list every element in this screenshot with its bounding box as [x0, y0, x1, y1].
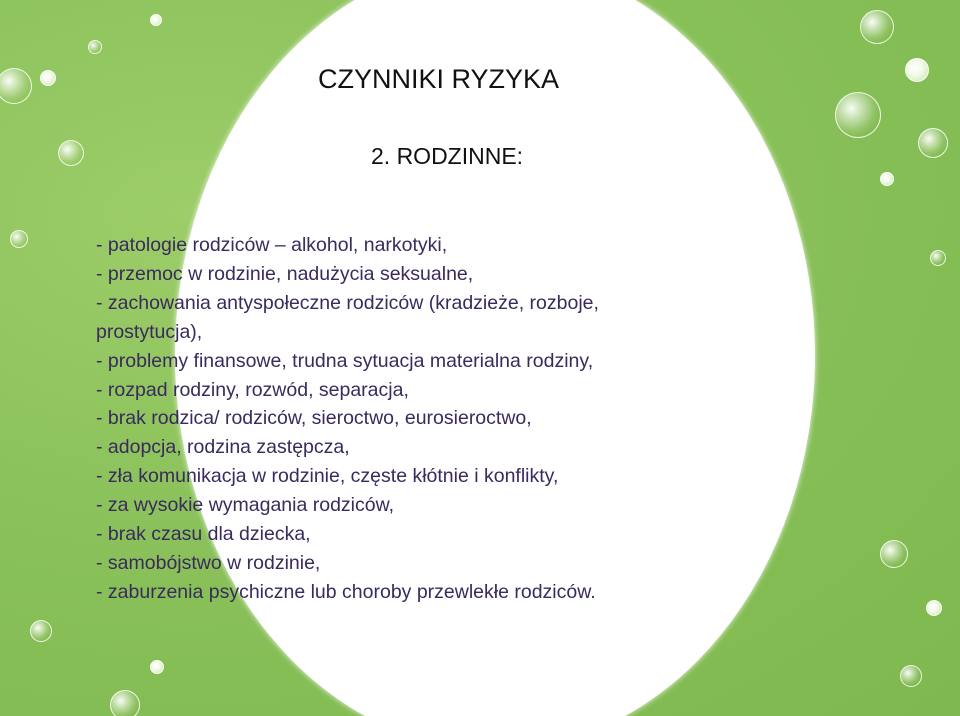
list-item: - problemy finansowe, trudna sytuacja materialna rodziny, — [96, 349, 594, 372]
bubble-decoration — [905, 58, 929, 82]
bubble-decoration — [926, 600, 942, 616]
bubble-decoration — [835, 92, 881, 138]
list-item: - za wysokie wymagania rodziców, — [96, 494, 395, 517]
risk-factor-list — [96, 231, 816, 607]
bubble-decoration — [88, 40, 102, 54]
list-item: - zachowania antyspołeczne rodziców (kradzieże, rozboje, — [96, 291, 599, 314]
list-item: - zaburzenia psychiczne lub choroby przewlekłe rodziców. — [96, 580, 596, 603]
bubble-decoration — [110, 690, 140, 716]
list-item: - rozpad rodziny, rozwód, separacja, — [96, 378, 409, 401]
list-item: - przemoc w rodzinie, nadużycia seksualne, — [96, 262, 474, 285]
slide-title: CZYNNIKI RYZYKA — [318, 64, 560, 94]
bubble-decoration — [880, 540, 908, 568]
bubble-decoration — [880, 172, 894, 186]
list-item: - adopcja, rodzina zastępcza, — [96, 436, 350, 459]
bubble-decoration — [40, 70, 56, 86]
bubble-decoration — [150, 14, 162, 26]
bubble-decoration — [58, 140, 84, 166]
list-item: - zła komunikacja w rodzinie, częste kłótnie i konflikty, — [96, 465, 559, 488]
bubble-decoration — [860, 10, 894, 44]
list-item: - patologie rodziców – alkohol, narkotyki, — [96, 234, 448, 256]
list-item: prostytucja), — [96, 320, 203, 343]
bubble-decoration — [918, 128, 948, 158]
bubble-decoration — [900, 665, 922, 687]
slide-subtitle: 2. RODZINNE: — [371, 143, 524, 169]
bubble-decoration — [30, 620, 52, 642]
list-item: - brak rodzica/ rodziców, sieroctwo, eurosieroctwo, — [96, 407, 532, 430]
bubble-decoration — [150, 660, 164, 674]
bubble-decoration — [10, 230, 28, 248]
list-item: - samobójstwo w rodzinie, — [96, 551, 321, 574]
bubble-decoration — [930, 250, 946, 266]
list-item: - brak czasu dla dziecka, — [96, 523, 311, 546]
